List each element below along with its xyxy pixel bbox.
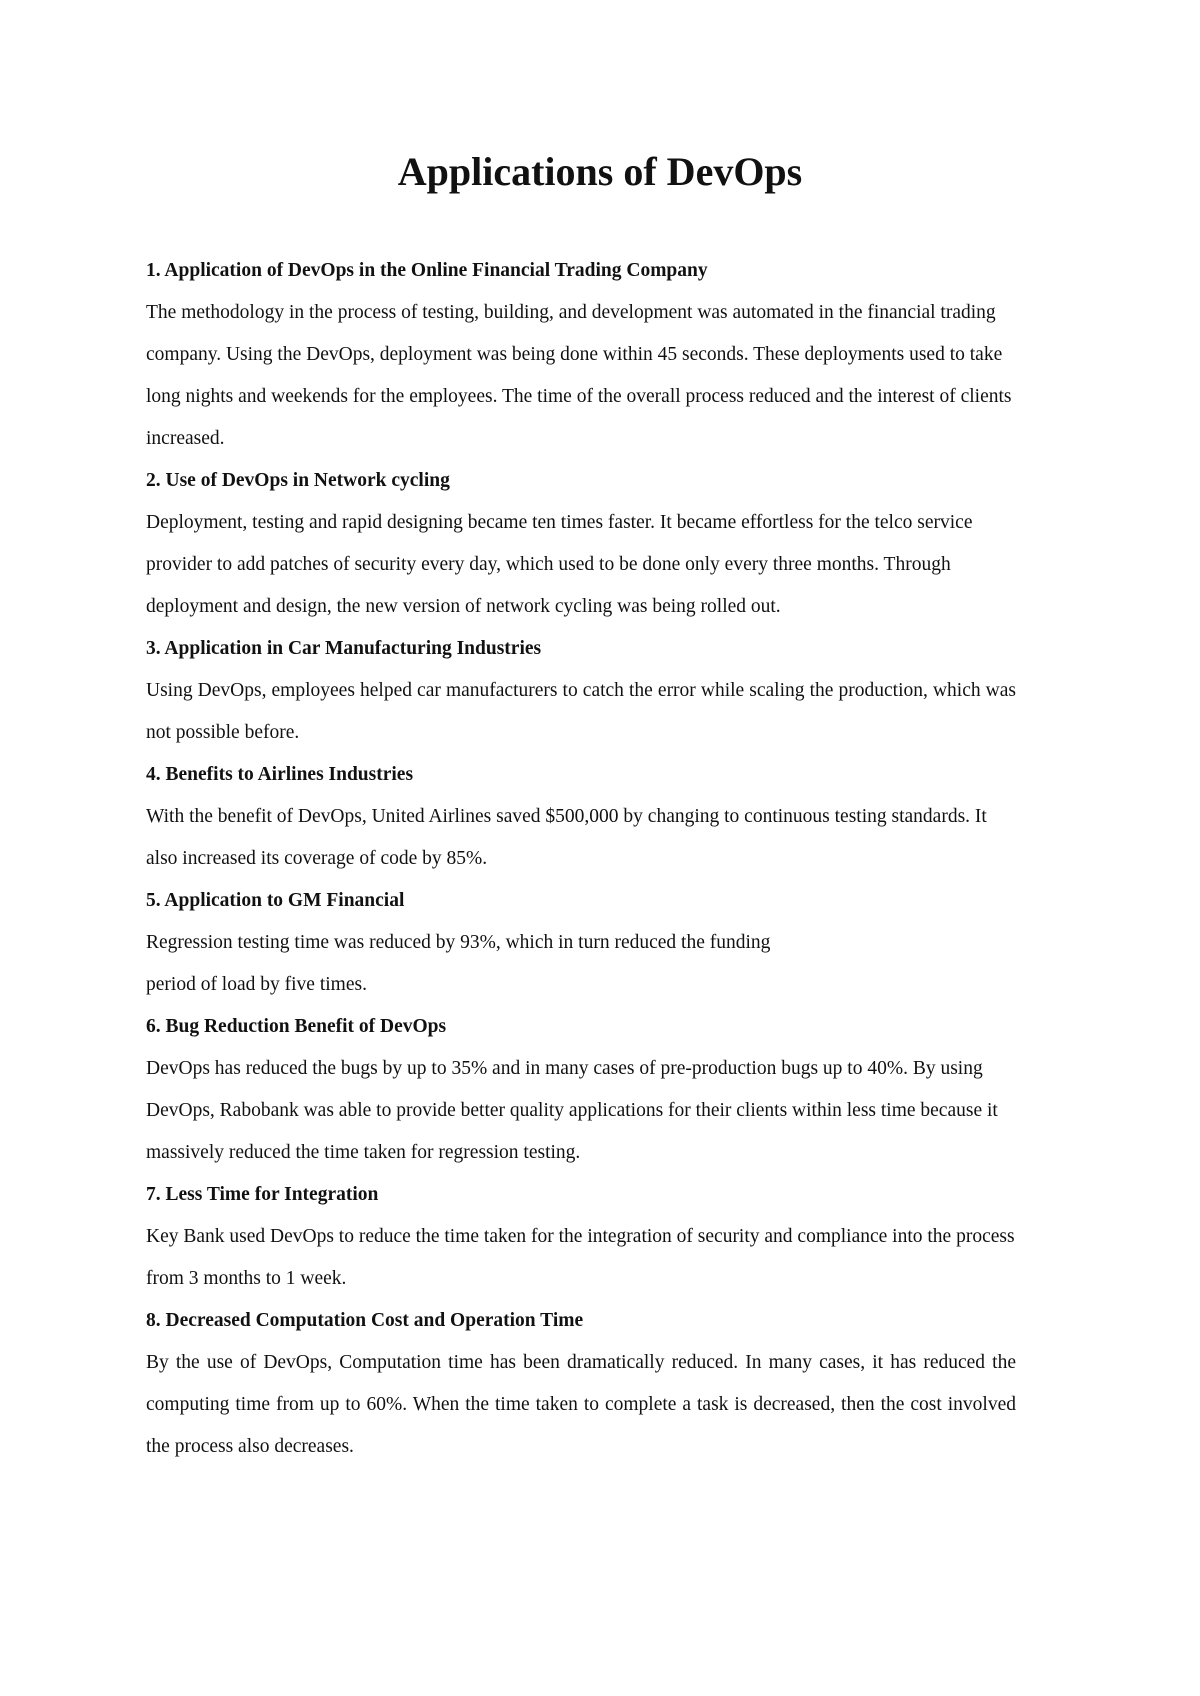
section-heading-4: 4. Benefits to Airlines Industries xyxy=(146,764,414,785)
section-body-2: Deployment, testing and rapid designing became ten times faster. It became effortless for the telco service provider to add patches of security every day, which used to be done only every three months. Through deployment and design, the new version of network cycling was being rolled out. xyxy=(146,512,973,617)
section-body-5-line-1: Regression testing time was reduced by 93%, which in turn reduced the funding xyxy=(146,932,771,953)
document-content xyxy=(146,250,1016,1468)
section-heading-1: 1. Application of DevOps in the Online Financial Trading Company xyxy=(146,260,708,281)
section-heading-2: 2. Use of DevOps in Network cycling xyxy=(146,470,450,491)
section-body-5 xyxy=(146,922,1016,1006)
section-body-7: Key Bank used DevOps to reduce the time taken for the integration of security and compliance into the process from 3 months to 1 week. xyxy=(146,1226,1015,1289)
section-heading-7: 7. Less Time for Integration xyxy=(146,1184,379,1205)
section-body-3: Using DevOps, employees helped car manufacturers to catch the error while scaling the production, which was not possible before. xyxy=(146,680,1016,743)
page-title: Applications of DevOps xyxy=(397,149,803,194)
section-body-8: By the use of DevOps, Computation time has been dramatically reduced. In many cases, it has reduced the computing time from up to 60%. When the time taken to complete a task is decreased, then the cost involved the process also decreases. xyxy=(146,1352,1016,1457)
section-body-6: DevOps has reduced the bugs by up to 35% and in many cases of pre-production bugs up to 40%. By using DevOps, Rabobank was able to provide better quality applications for their clients within less time because it massively reduced the time taken for regression testing. xyxy=(146,1058,998,1163)
section-body-5-line-2: period of load by five times. xyxy=(146,974,367,995)
section-body-1: The methodology in the process of testing, building, and development was automated in the financial trading company. Using the DevOps, deployment was being done within 45 seconds. These deployments used to take long nights and weekends for the employees. The time of the overall process reduced and the interest of clients increased. xyxy=(146,302,1012,449)
section-heading-3: 3. Application in Car Manufacturing Industries xyxy=(146,638,542,659)
section-body-4: With the benefit of DevOps, United Airlines saved $500,000 by changing to continuous testing standards. It also increased its coverage of code by 85%. xyxy=(146,806,987,869)
section-heading-8: 8. Decreased Computation Cost and Operation Time xyxy=(146,1310,584,1331)
section-heading-5: 5. Application to GM Financial xyxy=(146,890,405,911)
section-heading-6: 6. Bug Reduction Benefit of DevOps xyxy=(146,1016,447,1037)
